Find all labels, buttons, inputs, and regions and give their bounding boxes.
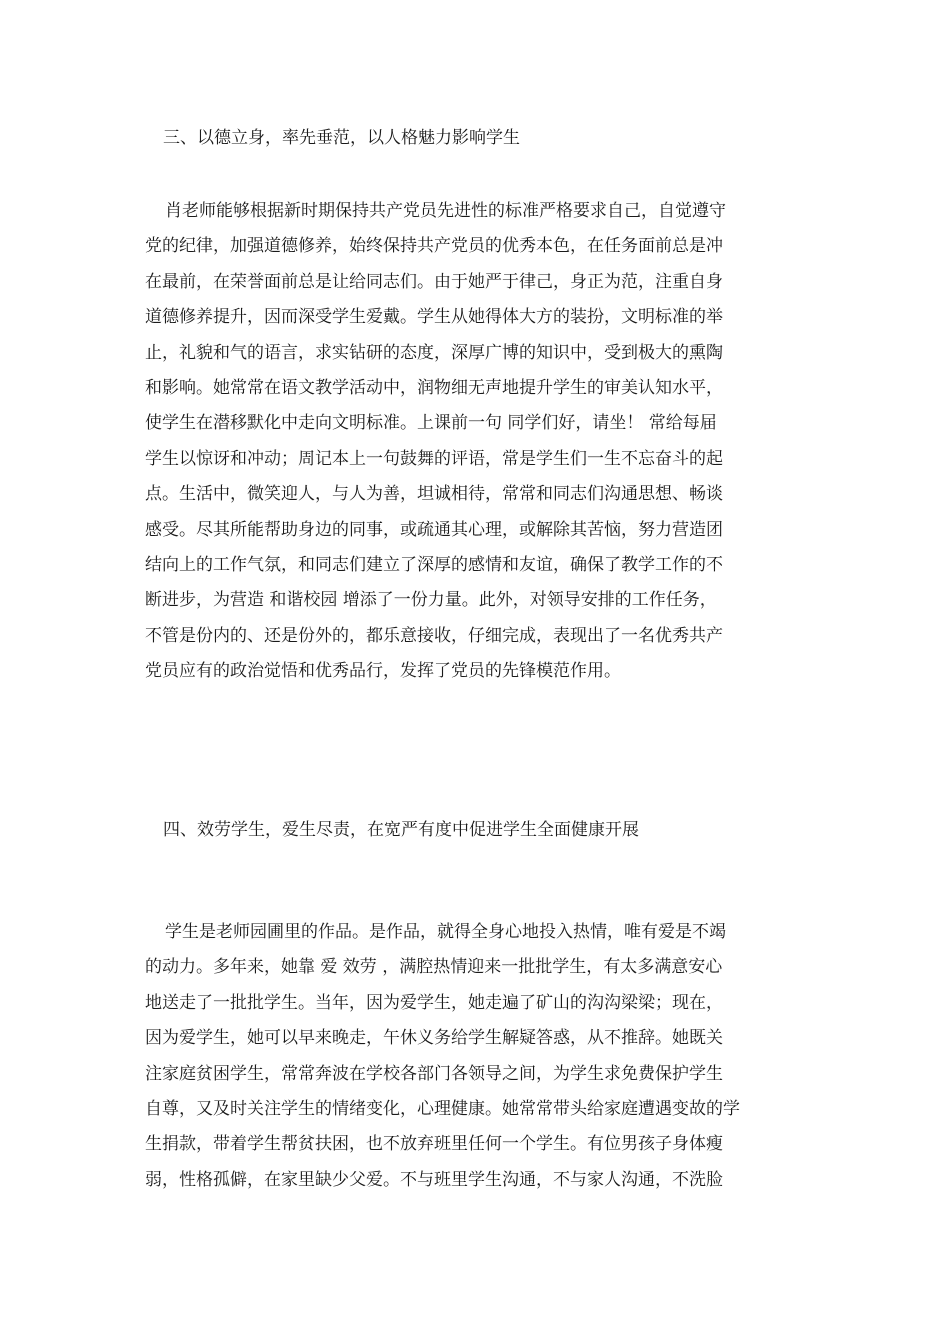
paragraph-line: 结向上的工作气氛，和同志们建立了深厚的感情和友谊，确保了教学工作的不: [145, 554, 723, 575]
paragraph-line: 点。生活中，微笑迎人，与人为善，坦诚相待，常常和同志们沟通思想、畅谈: [145, 484, 723, 505]
paragraph-line: 和影响。她常常在语文教学活动中，润物细无声地提升学生的审美认知水平，: [145, 377, 723, 398]
section-3-heading: 三、以德立身，率先垂范，以人格魅力影响学生: [163, 128, 520, 148]
section-4-paragraph: [145, 915, 805, 1198]
paragraph-line: 使学生在潜移默化中走向文明标准。上课前一句 同学们好，请坐！ 常给每届: [145, 413, 717, 434]
paragraph-line: 地送走了一批批学生。当年，因为爱学生，她走遍了矿山的沟沟梁梁；现在，: [145, 992, 723, 1013]
paragraph-line: 弱，性格孤僻，在家里缺少父爱。不与班里学生沟通，不与家人沟通，不洗脸: [145, 1169, 723, 1190]
section-3-paragraph: [145, 194, 805, 689]
paragraph-line: 党员应有的政治觉悟和优秀品行，发挥了党员的先锋模范作用。: [145, 661, 621, 682]
paragraph-line: 肖老师能够根据新时期保持共产党员先进性的标准严格要求自己，自觉遵守: [165, 201, 726, 221]
paragraph-line: 道德修养提升，因而深受学生爱戴。学生从她得体大方的装扮，文明标准的举: [145, 307, 723, 328]
paragraph-line: 党的纪律，加强道德修养，始终保持共产党员的优秀本色，在任务面前总是冲: [145, 236, 723, 257]
paragraph-line: 止，礼貌和气的语言，求实钻研的态度，深厚广博的知识中，受到极大的熏陶: [145, 342, 723, 363]
paragraph-line: 在最前，在荣誉面前总是让给同志们。由于她严于律己，身正为范，注重自身: [145, 271, 723, 292]
paragraph-line: 学生是老师园圃里的作品。是作品，就得全身心地投入热情，唯有爱是不竭: [165, 922, 726, 942]
paragraph-line: 学生以惊讶和冲动；周记本上一句鼓舞的评语，常是学生们一生不忘奋斗的起: [145, 448, 723, 469]
section-4-heading: 四、效劳学生，爱生尽责，在宽严有度中促进学生全面健康开展: [163, 820, 639, 840]
paragraph-line: 断进步，为营造 和谐校园 增添了一份力量。此外，对领导安排的工作任务，: [145, 590, 717, 611]
paragraph-line: 注家庭贫困学生，常常奔波在学校各部门各领导之间，为学生求免费保护学生: [145, 1063, 723, 1084]
paragraph-line: 自尊，又及时关注学生的情绪变化，心理健康。她常常带头给家庭遭遇变故的学: [145, 1098, 740, 1119]
paragraph-line: 不管是份内的、还是份外的，都乐意接收，仔细完成，表现出了一名优秀共产: [145, 625, 723, 646]
paragraph-line: 的动力。多年来，她靠 爱 效劳 ，满腔热情迎来一批批学生，有太多满意安心: [145, 957, 723, 978]
paragraph-line: 生捐款，带着学生帮贫扶困，也不放弃班里任何一个学生。有位男孩子身体瘦: [145, 1134, 723, 1155]
paragraph-line: 感受。尽其所能帮助身边的同事，或疏通其心理，或解除其苦恼，努力营造团: [145, 519, 723, 540]
paragraph-line: 因为爱学生，她可以早来晚走，午休义务给学生解疑答惑，从不推辞。她既关: [145, 1028, 723, 1049]
